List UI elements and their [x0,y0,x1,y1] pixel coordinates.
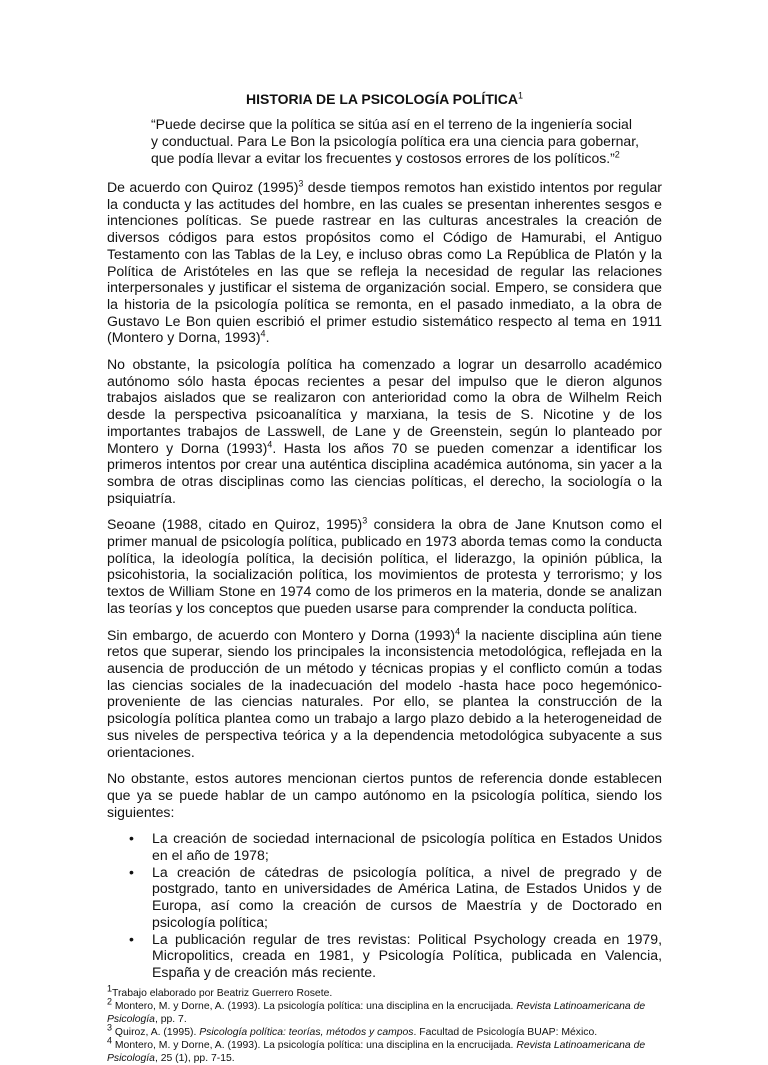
paragraph-text: No obstante, la psicología política ha comenzado a lograr un desarrollo académico autónomo sólo hasta épocas recientes a pesar del impulso que le dieron algunos trabajos aislados que se realizaron con anterioridad como la obra de Wilhelm Reich desde la perspectiva psicoanalítica y marxiana, la tesis de S. Nicotine y de los importantes trabajos de Lasswell, de Lane y de Greenstein, según lo planteado por Montero y Dorna (1993) [107,356,662,456]
paragraph-text: Sin embargo, de acuerdo con Montero y Dorna (1993) [107,626,456,643]
list-item [107,864,662,931]
footnote-number: 4 [107,1035,113,1046]
footnote-number: 1 [107,983,113,994]
footnote [107,1035,662,1065]
quote-footnote-ref: 2 [614,149,620,160]
bullet-icon: • [129,830,134,847]
footnote-tail: . Facultad de Psicología BUAP: México. [413,1026,598,1038]
footnote-ref: 4 [455,625,461,636]
footnote-text: Montero, M. y Dorne, A. (1993). La psicología política: una disciplina en la encrucijada. [112,1000,517,1012]
quote-line-last [151,150,641,167]
footnote-number: 3 [107,1022,113,1033]
paragraph-text: desde tiempos remotos han existido intentos por regular la conducta y las actitudes del hombre, en las cuales se presentan inherentes sesgos e intenciones políticas. Se puede rastrear en las culturas ancestrales la creación de diversos códigos para estos propósitos como el Código de Hamurabi, el Antiguo Testamento con las Tablas de la Ley, e incluso obras como La República de Platón y la Política de Aristóteles en las que se refleja la necesidad de regular las relaciones interpersonales y justificar el sistema de organización social. Empero, se considera que la historia de la psicología política se remonta, en el pasado inmediato, a la obra de Gustavo Le Bon quien escribió el primer estudio sistemático respecto al tema en 1911 (Montero y Dorna, 1993) [107,179,662,346]
paragraph [107,179,662,346]
paragraph [107,627,662,761]
title-text: HISTORIA DE LA PSICOLOGÍA POLÍTICA [246,91,518,107]
footnote-text: Trabajo elaborado por Beatriz Guerrero Rosete. [112,987,333,999]
list-item-text: La creación de sociedad internacional de psicología política en Estados Unidos en el año de 1978; [152,830,662,864]
footnotes [107,983,662,1065]
footnote [107,996,662,1026]
footnote-ref: 3 [298,178,304,189]
paragraph-text: la naciente disciplina aún tiene retos que superar, siendo los principales la inconsistencia metodológica, reflejada en la ausencia de producción de un método y técnicas propias y el conflicto común a todas las ciencias sociales de la inadecuación del modelo -hasta hace poco hegemónico- proveniente de las ciencias naturales. Por ello, se plantea la construcción de la psicología política plantea como un trabajo a largo plazo debido a la heterogeneidad de sus niveles de perspectiva teórica y a la dependencia metodológica subyacente a sus orientaciones. [107,626,662,760]
paragraph [107,516,662,616]
footnote-journal: Revista Latinoamericana de Psicología [107,1039,646,1064]
list-item-text: La creación de cátedras de psicología política, a nivel de pregrado y de postgrado, tanto en universidades de América Latina, de Estados Unidos y de Europa, así como la creación de cursos de Maestría y de Doctorado en psicología política; [152,863,662,930]
footnote-number: 2 [107,996,113,1007]
bullet-icon: • [129,863,134,880]
footnote-tail: , pp. 7. [154,1013,187,1025]
paragraph-text: . [265,329,270,346]
paragraph [107,770,662,820]
footnote-ref: 4 [260,328,266,339]
footnote-text: Quiroz, A. (1995). [112,1026,200,1038]
bullet-icon: • [129,930,134,947]
quote-line: y conductual. Para Le Bon la psicología política era una ciencia para gobernar, [151,133,639,149]
paragraph-text: Seoane (1988, citado en Quiroz, 1995) [107,516,363,533]
list-item-text: La publicación regular de tres revistas: Political Psychology creada en 1979, Micropolitics, creada en 1981, y Psicología Política, publicada en Valencia, España y de creación más reciente. [152,930,662,980]
title-footnote-ref: 1 [517,90,523,101]
footnote-ref: 4 [267,438,273,449]
list-item [107,931,662,981]
paragraph-text: De acuerdo con Quiroz (1995) [107,179,299,195]
epigraph-quote [151,116,641,167]
paragraph [107,356,662,506]
paragraph-text: . Hasta los años 70 se pueden comenzar a identificar los primeros intentos por crear una auténtica disciplina académica autónoma, sin yacer a la sombra de otras disciplinas como las ciencias políticas, el derecho, la sociología o la psiquiatría. [107,439,662,506]
footnote-book-title: Psicología política: teorías, métodos y campos [199,1026,414,1038]
footnote [107,983,662,1000]
paragraph-text: considera la obra de Jane Knutson como el primer manual de psicología política, publicado en 1973 aborda temas como la conducta política, la ideología política, la decisión política, el liderazgo, la opinión pública, la psicohistoria, la socialización política, los movimientos de protesta y terrorismo; y los textos de William Stone en 1974 como de los primeros en la materia, donde se analizan las teorías y los conceptos que pueden usarse para comprender la conducta política. [107,516,662,616]
quote-line: “Puede decirse que la política se sitúa así en el terreno de la ingeniería social [151,116,632,132]
footnote-text: Montero, M. y Dorne, A. (1993). La psicología política: una disciplina en la encrucijada. [112,1039,517,1051]
footnote-ref: 3 [362,515,368,526]
footnote-journal: Revista Latinoamericana de Psicología [107,1000,646,1025]
paragraph-text: No obstante, estos autores mencionan ciertos puntos de referencia donde establecen que ya se puede hablar de un campo autónomo en la psicología política, siendo los siguientes: [107,770,662,820]
footnote [107,1022,662,1039]
quote-line-text: que podía llevar a evitar los frecuentes y costosos errores de los políticos.” [151,150,615,166]
list-item [107,830,662,863]
footnote-tail: , 25 (1), pp. 7-15. [154,1052,235,1064]
bullet-list [107,830,662,980]
document-title [107,90,662,108]
